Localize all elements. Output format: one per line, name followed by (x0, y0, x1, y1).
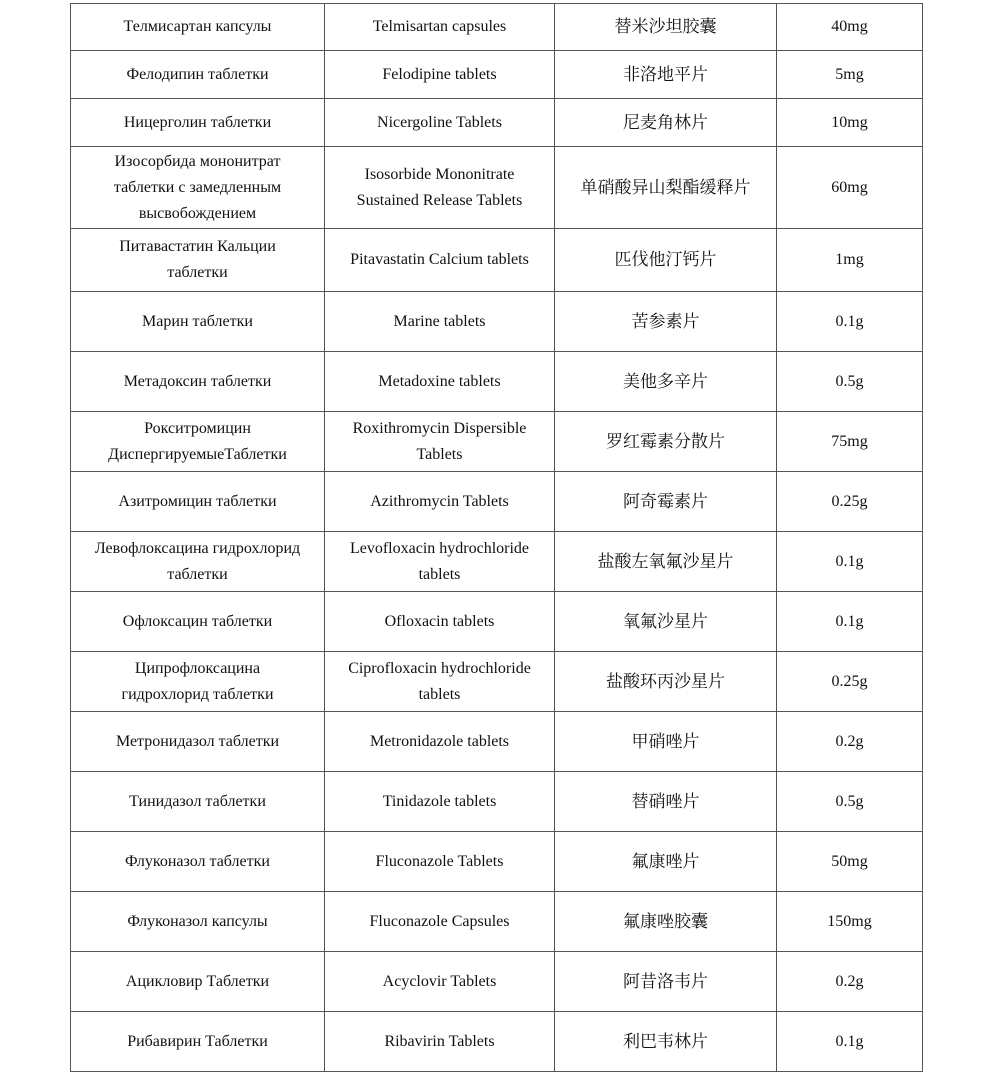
dosage-cell (777, 352, 923, 412)
russian-name-cell (71, 352, 325, 412)
table-row (71, 592, 923, 652)
dosage-text: 0.1g (835, 312, 864, 330)
chinese-name-text: 单硝酸异山梨酯缓释片 (580, 177, 751, 198)
chinese-name-cell (555, 712, 777, 772)
russian-name-cell (71, 229, 325, 292)
table-row (71, 772, 923, 832)
chinese-name-cell (555, 472, 777, 532)
russian-name-cell (71, 952, 325, 1012)
english-name-cell (325, 472, 555, 532)
english-name-text: Tinidazole tablets (382, 792, 497, 810)
english-name-text: Acyclovir Tablets (382, 972, 497, 990)
english-name-text: Roxithromycin Dispersible Tablets (352, 419, 527, 463)
dosage-cell (777, 772, 923, 832)
chinese-name-cell (555, 147, 777, 229)
russian-name-text: Ацикловир Таблетки (125, 972, 270, 990)
dosage-text: 60mg (831, 178, 868, 196)
russian-name-cell (71, 1012, 325, 1072)
table-row (71, 1012, 923, 1072)
chinese-name-cell (555, 99, 777, 147)
dosage-text: 0.5g (835, 372, 864, 390)
russian-name-text: Ципрофлоксацина гидрохлорид таблетки (121, 659, 274, 703)
table-row (71, 229, 923, 292)
table-row (71, 712, 923, 772)
chinese-name-cell (555, 229, 777, 292)
russian-name-cell (71, 772, 325, 832)
chinese-name-text: 盐酸左氧氟沙星片 (597, 551, 734, 572)
dosage-text: 0.2g (835, 732, 864, 750)
table-row (71, 472, 923, 532)
chinese-name-text: 阿昔洛韦片 (623, 971, 708, 992)
chinese-name-text: 替米沙坦胶囊 (614, 17, 717, 37)
chinese-name-cell (555, 352, 777, 412)
dosage-text: 5mg (835, 65, 864, 83)
dosage-cell (777, 292, 923, 352)
drug-table-body (71, 4, 923, 1072)
table-row (71, 147, 923, 229)
russian-name-text: Метадоксин таблетки (123, 372, 272, 390)
chinese-name-text: 尼麦角林片 (623, 112, 708, 133)
chinese-name-cell (555, 292, 777, 352)
english-name-cell (325, 952, 555, 1012)
english-name-text: Ofloxacin tablets (384, 612, 495, 630)
russian-name-text: Ницерголин таблетки (123, 113, 272, 131)
table-row (71, 352, 923, 412)
dosage-text: 1mg (835, 251, 864, 268)
chinese-name-text: 氧氟沙星片 (623, 611, 708, 632)
russian-name-text: Питавастатин Кальции таблетки (119, 238, 276, 281)
dosage-text: 75mg (831, 432, 868, 450)
english-name-cell (325, 592, 555, 652)
english-name-cell (325, 532, 555, 592)
english-name-text: Azithromycin Tablets (370, 492, 509, 510)
table-row (71, 4, 923, 51)
english-name-cell (325, 99, 555, 147)
chinese-name-cell (555, 592, 777, 652)
russian-name-cell (71, 652, 325, 712)
chinese-name-cell (555, 892, 777, 952)
dosage-text: 10mg (831, 113, 868, 131)
english-name-cell (325, 772, 555, 832)
english-name-cell (325, 892, 555, 952)
english-name-text: Fluconazole Tablets (375, 852, 504, 870)
dosage-cell (777, 51, 923, 99)
dosage-cell (777, 472, 923, 532)
dosage-cell (777, 412, 923, 472)
chinese-name-cell (555, 832, 777, 892)
russian-name-text: Офлоксацин таблетки (122, 612, 273, 630)
english-name-text: Isosorbide Mononitrate Sustained Release Tablets (356, 165, 523, 209)
table-row (71, 292, 923, 352)
chinese-name-cell (555, 772, 777, 832)
dosage-cell (777, 712, 923, 772)
russian-name-cell (71, 4, 325, 51)
dosage-cell (777, 99, 923, 147)
english-name-cell (325, 652, 555, 712)
chinese-name-cell (555, 4, 777, 51)
russian-name-cell (71, 892, 325, 952)
chinese-name-cell (555, 952, 777, 1012)
chinese-name-cell (555, 652, 777, 712)
dosage-cell (777, 652, 923, 712)
chinese-name-text: 氟康唑片 (631, 851, 700, 872)
chinese-name-cell (555, 1012, 777, 1072)
russian-name-text: Рокситромицин ДиспергируемыеТаблетки (108, 419, 287, 463)
english-name-text: Felodipine tablets (382, 65, 497, 83)
dosage-text: 0.25g (831, 492, 868, 510)
english-name-text: Levofloxacin hydrochloride tablets (349, 539, 530, 583)
russian-name-cell (71, 412, 325, 472)
dosage-cell (777, 892, 923, 952)
chinese-name-text: 罗红霉素分散片 (606, 431, 725, 452)
english-name-cell (325, 292, 555, 352)
dosage-text: 0.5g (835, 792, 864, 810)
table-row (71, 412, 923, 472)
dosage-cell (777, 532, 923, 592)
chinese-name-text: 盐酸环丙沙星片 (606, 671, 725, 692)
english-name-text: Fluconazole Capsules (369, 912, 510, 930)
english-name-text: Ribavirin Tablets (384, 1032, 495, 1050)
russian-name-cell (71, 147, 325, 229)
chinese-name-cell (555, 532, 777, 592)
chinese-name-text: 替硝唑片 (631, 791, 700, 812)
chinese-name-cell (555, 51, 777, 99)
dosage-text: 0.2g (835, 972, 864, 990)
russian-name-text: Марин таблетки (142, 312, 253, 330)
dosage-cell (777, 147, 923, 229)
russian-name-text: Телмисартан капсулы (123, 18, 272, 35)
chinese-name-text: 甲硝唑片 (631, 731, 700, 752)
english-name-cell (325, 147, 555, 229)
dosage-cell (777, 952, 923, 1012)
russian-name-cell (71, 99, 325, 147)
russian-name-cell (71, 832, 325, 892)
chinese-name-text: 非洛地平片 (623, 64, 708, 85)
drug-table (70, 3, 923, 1072)
dosage-cell (777, 4, 923, 51)
russian-name-text: Изосорбида мононитрат таблетки с замедленным высвобождением (113, 152, 282, 222)
english-name-cell (325, 412, 555, 472)
table-row (71, 532, 923, 592)
chinese-name-text: 苦参素片 (631, 311, 700, 332)
english-name-cell (325, 51, 555, 99)
dosage-cell (777, 229, 923, 292)
table-row (71, 51, 923, 99)
english-name-cell (325, 712, 555, 772)
chinese-name-text: 阿奇霉素片 (623, 491, 708, 512)
table-row (71, 99, 923, 147)
english-name-cell (325, 832, 555, 892)
russian-name-text: Азитромицин таблетки (118, 492, 277, 510)
russian-name-cell (71, 532, 325, 592)
dosage-text: 0.1g (835, 1032, 864, 1050)
table-row (71, 892, 923, 952)
dosage-cell (777, 1012, 923, 1072)
english-name-text: Metronidazole tablets (369, 732, 510, 750)
russian-name-cell (71, 51, 325, 99)
chinese-name-text: 匹伐他汀钙片 (614, 250, 717, 270)
english-name-text: Nicergoline Tablets (377, 113, 502, 131)
table-row (71, 952, 923, 1012)
russian-name-cell (71, 712, 325, 772)
english-name-text: Pitavastatin Calcium tablets (350, 251, 529, 268)
dosage-text: 0.1g (835, 612, 864, 630)
table-row (71, 832, 923, 892)
dosage-text: 150mg (827, 912, 872, 930)
russian-name-text: Левофлоксацина гидрохлорид таблетки (94, 539, 301, 583)
english-name-text: Marine tablets (393, 312, 486, 330)
dosage-text: 0.25g (831, 672, 868, 690)
russian-name-cell (71, 472, 325, 532)
dosage-text: 40mg (831, 18, 868, 35)
english-name-cell (325, 352, 555, 412)
english-name-cell (325, 229, 555, 292)
russian-name-text: Метронидазол таблетки (115, 732, 280, 750)
english-name-cell (325, 1012, 555, 1072)
dosage-text: 0.1g (835, 552, 864, 570)
english-name-text: Ciprofloxacin hydrochloride tablets (348, 659, 531, 703)
russian-name-cell (71, 292, 325, 352)
russian-name-text: Флуконазол таблетки (125, 852, 270, 870)
english-name-cell (325, 4, 555, 51)
russian-name-text: Рибавирин Таблетки (127, 1032, 268, 1050)
dosage-text: 50mg (831, 852, 868, 870)
chinese-name-text: 氟康唑胶囊 (623, 911, 708, 932)
russian-name-text: Тинидазол таблетки (129, 792, 266, 810)
dosage-cell (777, 832, 923, 892)
english-name-text: Metadoxine tablets (378, 372, 501, 390)
chinese-name-cell (555, 412, 777, 472)
russian-name-cell (71, 592, 325, 652)
english-name-text: Telmisartan capsules (372, 18, 507, 35)
russian-name-text: Фелодипин таблетки (126, 65, 269, 83)
russian-name-text: Флуконазол капсулы (127, 912, 268, 930)
table-row (71, 652, 923, 712)
chinese-name-text: 利巴韦林片 (623, 1031, 708, 1052)
chinese-name-text: 美他多辛片 (623, 371, 708, 392)
dosage-cell (777, 592, 923, 652)
